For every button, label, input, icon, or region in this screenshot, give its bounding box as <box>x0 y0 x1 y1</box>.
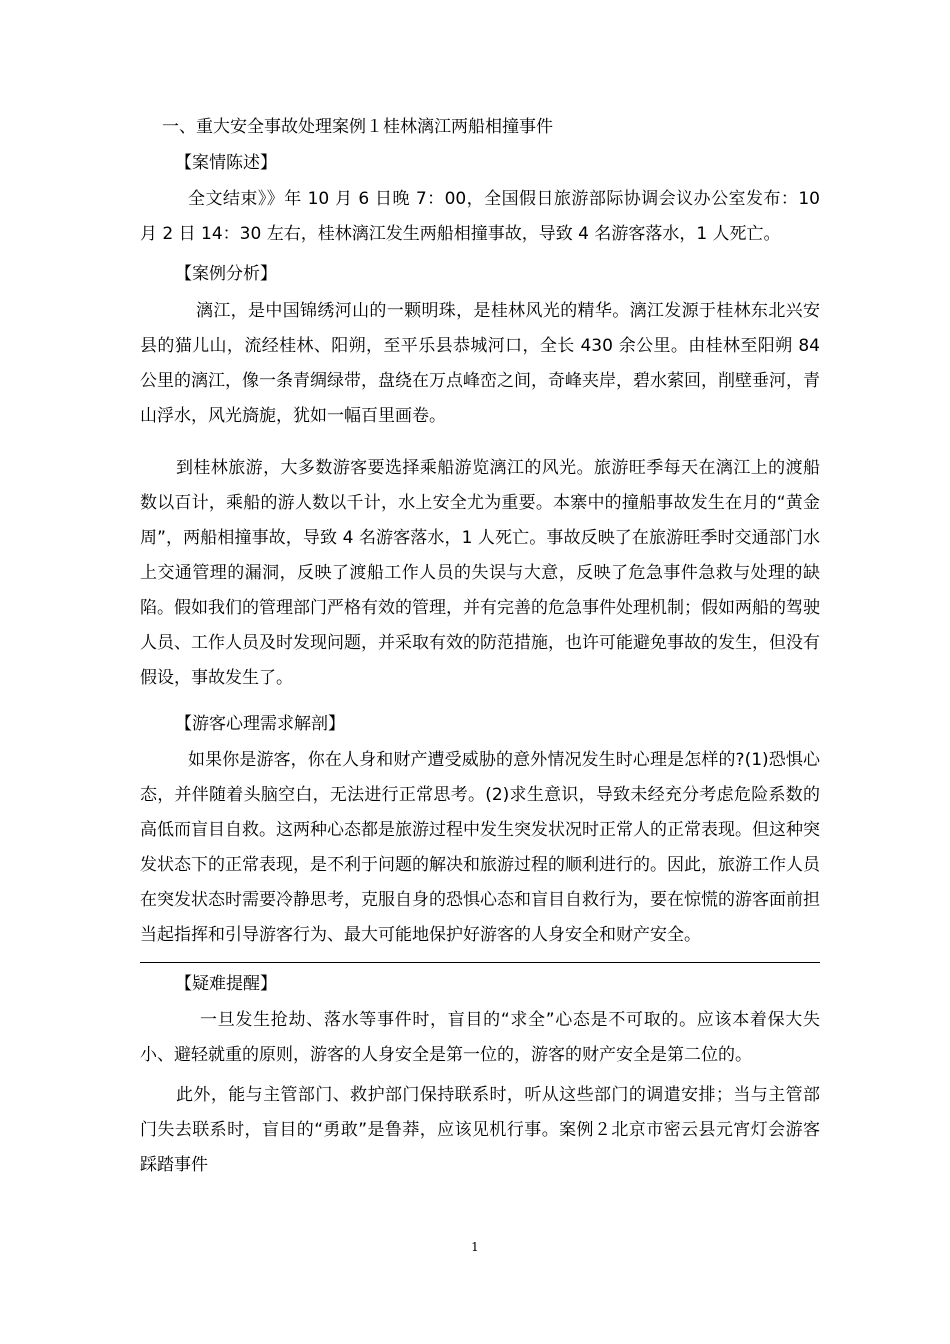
section-heading-case-analysis: 【案例分析】 <box>175 264 277 284</box>
section-heading-psychology: 【游客心理需求解剖】 <box>175 714 345 734</box>
paragraph-reminder-priority: 一旦发生抢劫、落水等事件时，盲目的“求全”心态是不可取的。应该本着保大失小、避轻就重的原则，游客的人身安全是第一位的，游客的财产安全是第二位的。 <box>140 1010 820 1065</box>
paragraph-analysis-accident: 到桂林旅游，大多数游客要选择乘船游览漓江的风光。旅游旺季每天在漓江上的渡船数以百计，乘船的游人数以千计，水上安全尤为重要。本寨中的撞船事故发生在月的“黄金周”，两船相撞事故，导致 4 名游客落水，1 人死亡。事故反映了在旅游旺季时交通部门水上交通管理的漏洞，反映了渡船工作人员的失误与大意，反映了危急事件急救与处理的缺陷。假如我们的管理部门严格有效的管理，并有完善的危急事件处理机制；假如两船的驾驶人员、工作人员及时发现问题，并采取有效的防范措施，也许可能避免事故的发生，但没有假设，事故发生了。 <box>140 458 820 688</box>
page-number: 1 <box>471 1240 479 1254</box>
section-heading-reminder: 【疑难提醒】 <box>175 974 277 994</box>
horizontal-divider <box>140 962 820 963</box>
paragraph-psychology: 如果你是游客，你在人身和财产遭受威胁的意外情况发生时心理是怎样的?(1)恐惧心态，并伴随着头脑空白，无法进行正常思考。(2)求生意识，导致未经充分考虑危险系数的高低而盲目自救。这两种心态都是旅游过程中发生突发状况时正常人的正常表现。但这种突发状态下的正常表现，是不利于问题的解决和旅游过程的顺利进行的。因此，旅游工作人员在突发状态时需要冷静思考，克服自身的恐惧心态和盲目自救行为，要在惊慌的游客面前担当起指挥和引导游客行为、最大可能地保护好游客的人身安全和财产安全。 <box>140 750 820 945</box>
paragraph-reminder-contact: 此外，能与主管部门、救护部门保持联系时，听从这些部门的调遣安排；当与主管部门失去联系时，盲目的“勇敢”是鲁莽，应该见机行事。案例２北京市密云县元宵灯会游客踩踏事件 <box>140 1085 820 1175</box>
section-heading-case-statement: 【案情陈述】 <box>175 153 277 173</box>
paragraph-case-statement: 全文结束》》年 10 月 6 日晚 7：00，全国假日旅游部际协调会议办公室发布：10 月 2 日 14：30 左右，桂林漓江发生两船相撞事故，导致 4 名游客落水，1 人死亡。 <box>140 189 820 244</box>
paragraph-analysis-lijiang: 漓江，是中国锦绣河山的一颗明珠，是桂林风光的精华。漓江发源于桂林东北兴安县的猫儿山，流经桂林、阳朔，至平乐县恭城河口，全长 430 余公里。由桂林至阳朔 84 公里的漓江，像一条青绸绿带，盘绕在万点峰峦之间，奇峰夹岸，碧水萦回，削壁垂河，青山浮水，风光旖旎，犹如一幅百里画卷。 <box>140 301 820 426</box>
document-title: 一、重大安全事故处理案例１桂林漓江两船相撞事件 <box>162 117 553 137</box>
